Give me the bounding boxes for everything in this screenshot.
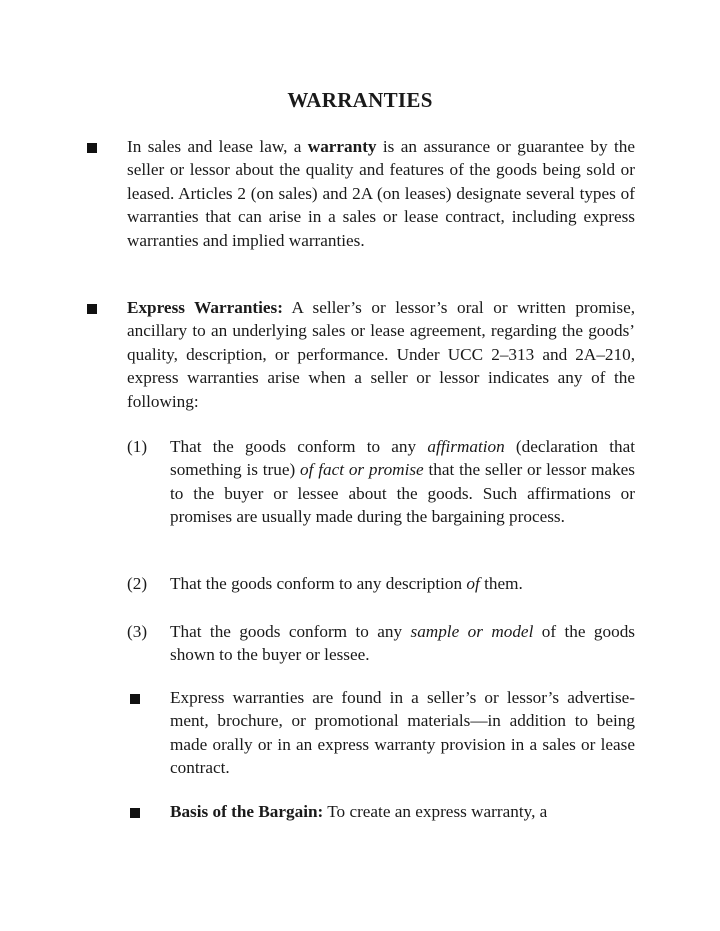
list-number: (3) xyxy=(127,622,148,641)
text-run: (declaration that something is true) xyxy=(170,437,635,480)
text-run: them. xyxy=(479,574,523,593)
list-number: (1) xyxy=(127,437,148,456)
italic-term: affirmation xyxy=(427,437,505,456)
paragraph-basis-of-bargain xyxy=(170,800,635,823)
paragraph-warranty-definition xyxy=(127,135,635,252)
text-run: In sales and lease law, a xyxy=(127,137,308,156)
text-run: Express warranties are found in a seller’s or lessor’s advertise-ment, brochure, or promotional materials—in addition to being made orally or in an express warranty provision in a sales or lease contract. xyxy=(170,688,635,778)
list-item-sample-or-model xyxy=(170,620,635,667)
term-warranty: warranty xyxy=(307,137,377,156)
paragraph-express-warranties xyxy=(127,296,635,413)
page-title: WARRANTIES xyxy=(287,88,433,112)
text-run: That the goods conform to any xyxy=(170,437,428,456)
italic-term: of fact or promise xyxy=(300,460,424,480)
italic-term: sample or model xyxy=(410,622,534,641)
square-bullet-icon xyxy=(87,304,97,314)
text-run: That the goods conform to any xyxy=(170,622,411,641)
text-run: A seller’s or lessor’s oral or written promise, ancillary to an underlying sales or lease agreement, regarding the goods’ quality, description, or performance. Under UCC 2–313 and 2A–210, express warranties arise when a seller or lessor indicates any of the following: xyxy=(127,298,635,411)
term-basis-of-the-bargain: Basis of the Bargain: xyxy=(170,802,324,821)
text-run: To create an express warranty, a xyxy=(323,802,548,821)
list-item-affirmation xyxy=(170,435,635,529)
square-bullet-icon xyxy=(130,694,140,704)
term-express-warranties: Express Warranties: xyxy=(127,298,283,317)
paragraph-where-found xyxy=(170,686,635,780)
text-run: of the goods shown to the buyer or lessee. xyxy=(170,622,635,665)
italic-term: of xyxy=(466,574,480,593)
list-item-description xyxy=(170,572,635,595)
text-run: is an assurance or guarantee by the seller or lessor about the quality and features of the goods being sold or leased. Articles 2 (on sales) and 2A (on leases) designate several types of warranties that can arise in a sales or lease contract, including express warranties and implied warranties. xyxy=(127,137,635,250)
text-run: That the goods conform to any description xyxy=(170,574,467,593)
list-number: (2) xyxy=(127,574,148,593)
square-bullet-icon xyxy=(130,808,140,818)
square-bullet-icon xyxy=(87,143,97,153)
text-run: that the seller or lessor makes to the buyer or lessee about the goods. Such affirmations or promises are usually made during the bargaining process. xyxy=(170,460,635,527)
